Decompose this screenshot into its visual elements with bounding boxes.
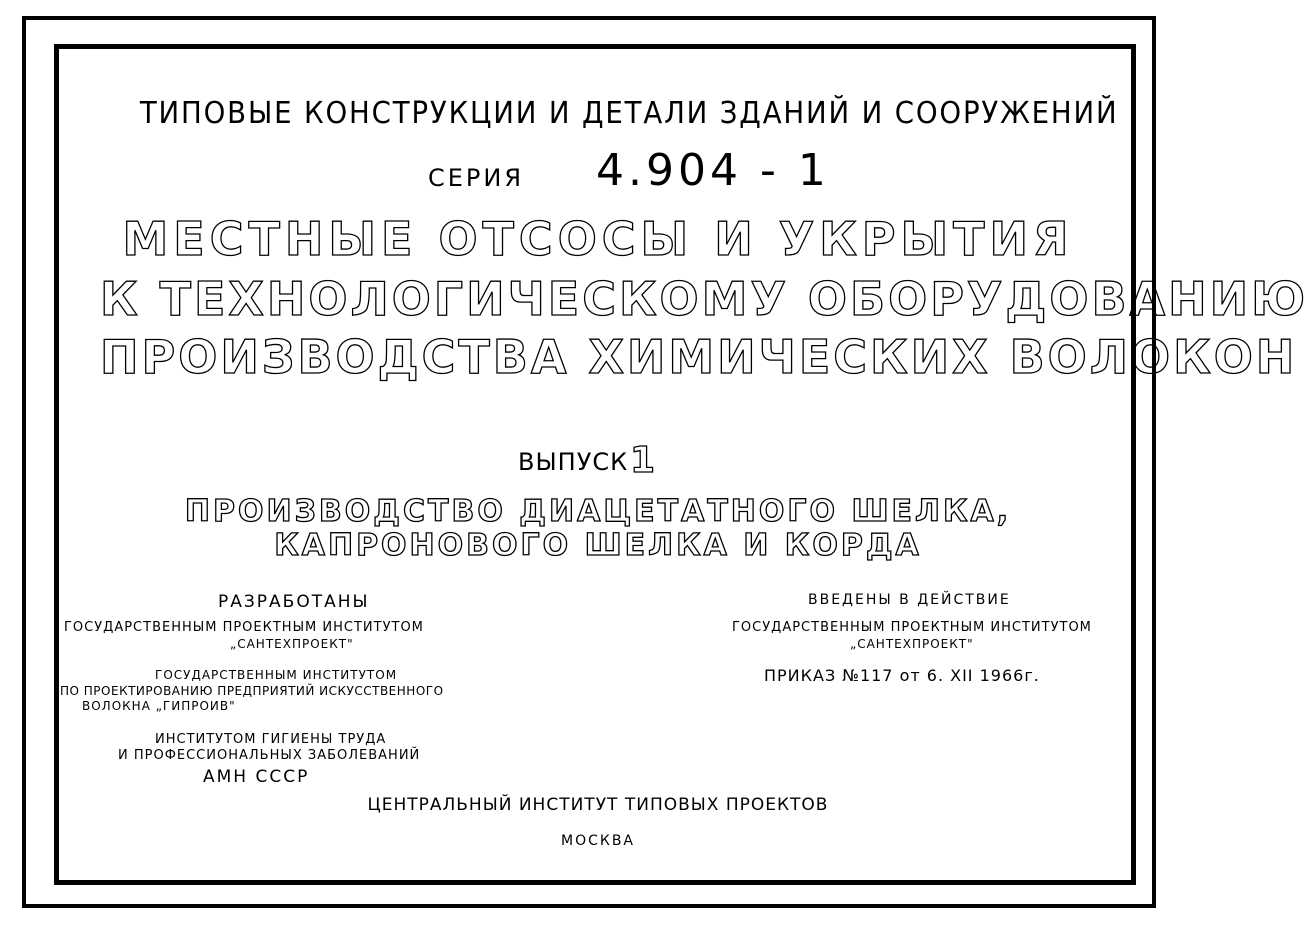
header-line: ТИПОВЫЕ КОНСТРУКЦИИ И ДЕТАЛИ ЗДАНИЙ И СООРУЖЕНИЙ <box>139 96 1119 131</box>
title-line-3: ПРОИЗВОДСТВА ХИМИЧЕСКИХ ВОЛОКОН <box>100 330 1298 384</box>
enacted-org-line1: ГОСУДАРСТВЕННЫМ ПРОЕКТНЫМ ИНСТИТУТОМ <box>732 620 1092 635</box>
issue-subtitle-line-2: КАПРОНОВОГО ШЕЛКА И КОРДА <box>274 528 922 563</box>
developed-org1-line2: „САНТЕХПРОЕКТ" <box>230 637 354 651</box>
developed-org3-line1: ИНСТИТУТОМ ГИГИЕНЫ ТРУДА <box>155 732 387 747</box>
developed-heading: РАЗРАБОТАНЫ <box>218 592 370 612</box>
publisher: ЦЕНТРАЛЬНЫЙ ИНСТИТУТ ТИПОВЫХ ПРОЕКТОВ <box>367 795 829 815</box>
title-line-1: МЕСТНЫЕ ОТСОСЫ И УКРЫТИЯ <box>122 212 1074 266</box>
developed-org2-line2: ПО ПРОЕКТИРОВАНИЮ ПРЕДПРИЯТИЙ ИСКУССТВЕННОГО <box>60 684 444 698</box>
enacted-order: ПРИКАЗ №117 от 6. XII 1966г. <box>764 666 1040 685</box>
developed-org1-line1: ГОСУДАРСТВЕННЫМ ПРОЕКТНЫМ ИНСТИТУТОМ <box>64 620 424 635</box>
issue-number: 1 <box>630 440 656 481</box>
title-line-2: К ТЕХНОЛОГИЧЕСКОМУ ОБОРУДОВАНИЮ <box>100 272 1308 326</box>
developed-org2-line1: ГОСУДАРСТВЕННЫМ ИНСТИТУТОМ <box>155 668 398 682</box>
developed-org3-line2: И ПРОФЕССИОНАЛЬНЫХ ЗАБОЛЕВАНИЙ <box>118 748 421 763</box>
developed-org3-line3: АМН СССР <box>203 767 310 787</box>
city: МОСКВА <box>561 833 635 849</box>
issue-label: ВЫПУСК <box>518 448 629 476</box>
series-label: СЕРИЯ <box>428 164 525 192</box>
enacted-org-line2: „САНТЕХПРОЕКТ" <box>850 637 974 651</box>
series-number: 4.904 - 1 <box>596 145 830 196</box>
developed-org2-line3: ВОЛОКНА „ГИПРОИВ" <box>82 699 236 713</box>
enacted-heading: ВВЕДЕНЫ В ДЕЙСТВИЕ <box>808 592 1011 608</box>
issue-subtitle-line-1: ПРОИЗВОДСТВО ДИАЦЕТАТНОГО ШЕЛКА, <box>184 494 1012 529</box>
